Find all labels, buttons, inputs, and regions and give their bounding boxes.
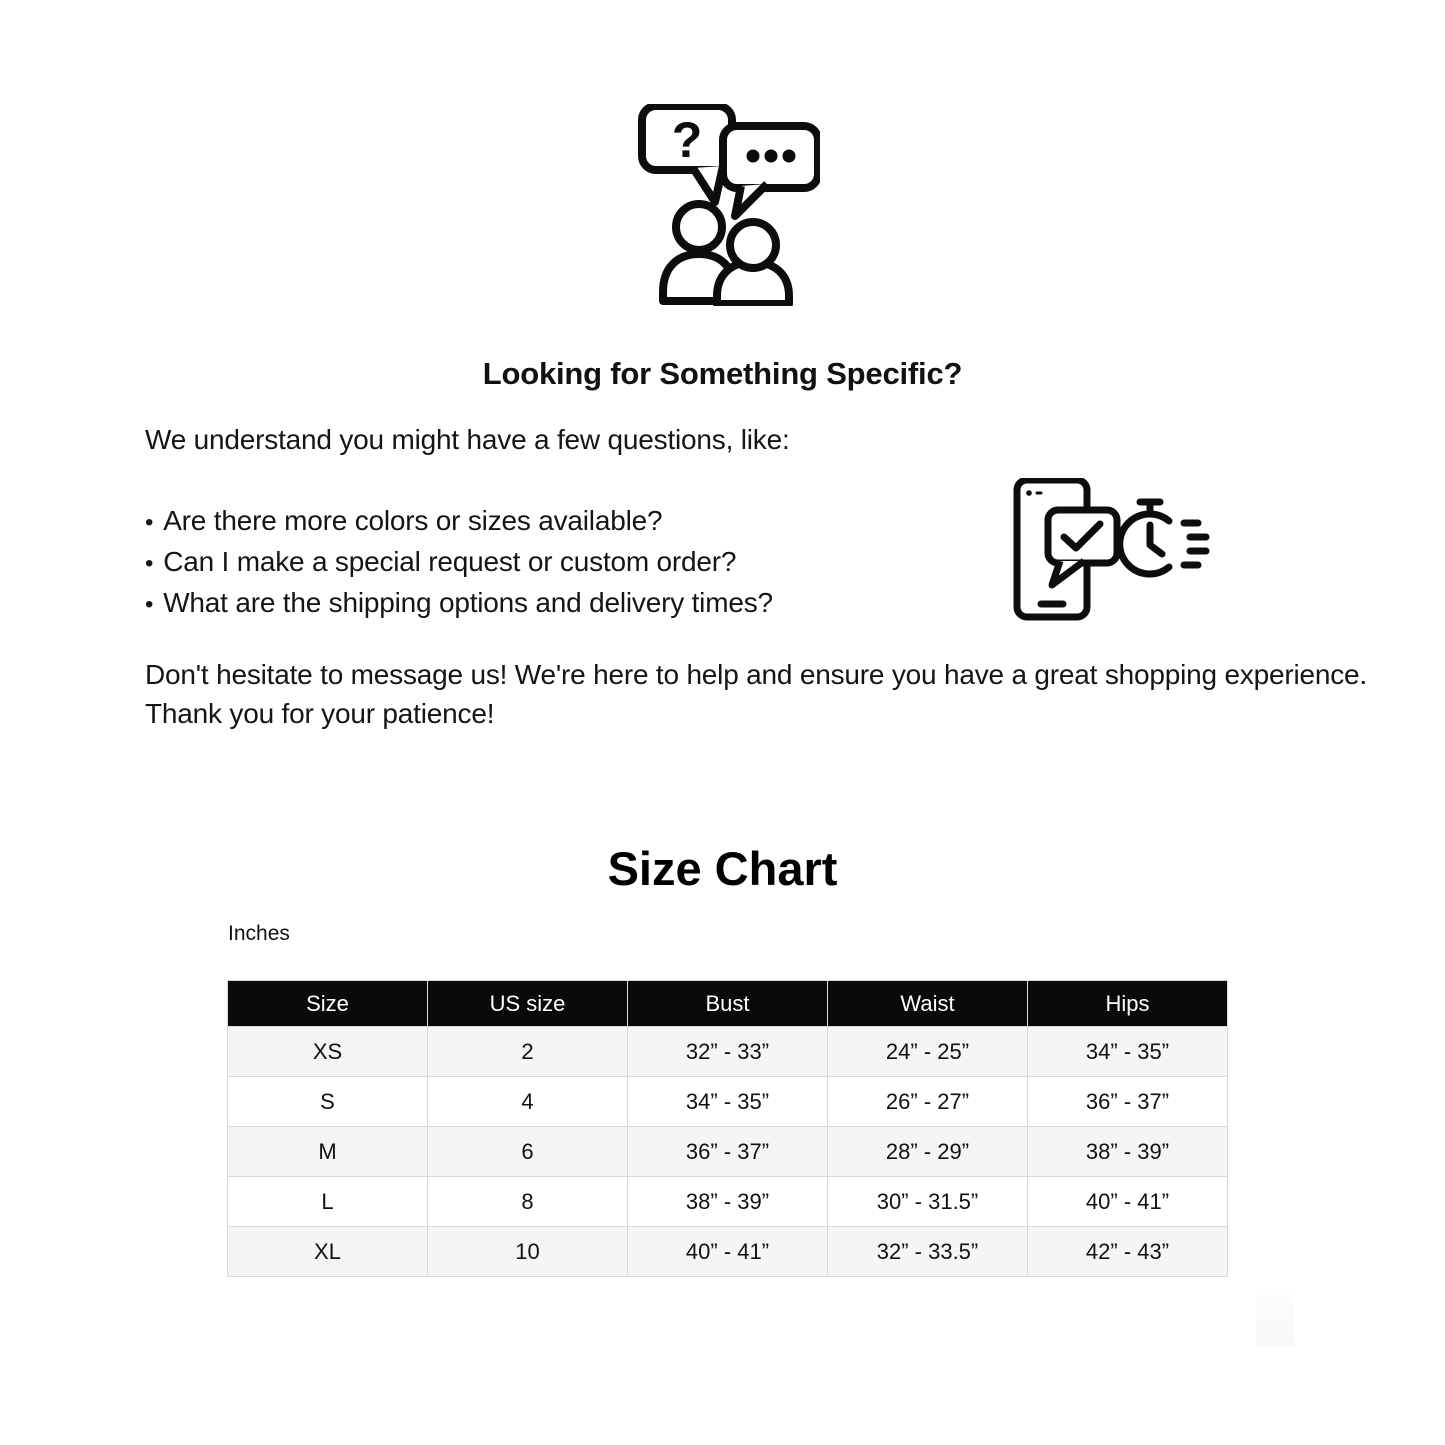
cell: 30” - 31.5” <box>828 1177 1028 1227</box>
cell: 32” - 33.5” <box>828 1227 1028 1277</box>
intro-text: We understand you might have a few questions, like: <box>145 424 790 455</box>
table-row-xl <box>228 1227 1228 1277</box>
column-header-size: Size <box>228 981 428 1027</box>
column-header-us-size: US size <box>428 981 628 1027</box>
table-row-s <box>228 1077 1228 1127</box>
cell: 26” - 27” <box>828 1077 1028 1127</box>
column-header-hips: Hips <box>1028 981 1228 1027</box>
cell: 38” - 39” <box>1028 1127 1228 1177</box>
outro-text: Don't hesitate to message us! We're here to help and ensure you have a great shopping experience. Thank you for your patience! <box>145 659 1368 729</box>
cell: 10 <box>428 1227 628 1277</box>
people-chat-question-reply-icon <box>633 104 820 306</box>
cell: 36” - 37” <box>1028 1077 1228 1127</box>
cell: L <box>228 1177 428 1227</box>
cell: 34” - 35” <box>1028 1027 1228 1077</box>
cell: 34” - 35” <box>628 1077 828 1127</box>
table-header-row <box>228 981 1228 1027</box>
question-text: What are the shipping options and delivery times? <box>163 587 773 618</box>
column-header-bust: Bust <box>628 981 828 1027</box>
cell: 4 <box>428 1077 628 1127</box>
list-item <box>145 501 773 542</box>
table-row-xs <box>228 1027 1228 1077</box>
cell: 40” - 41” <box>1028 1177 1228 1227</box>
cell: XS <box>228 1027 428 1077</box>
bullet-icon: • <box>145 591 154 618</box>
bullet-icon: • <box>145 550 154 577</box>
cell: 42” - 43” <box>1028 1227 1228 1277</box>
cell: 8 <box>428 1177 628 1227</box>
cell: 2 <box>428 1027 628 1077</box>
unit-label: Inches <box>228 922 290 945</box>
svg-text:?: ? <box>671 112 703 168</box>
cell: 28” - 29” <box>828 1127 1028 1177</box>
bullet-icon: • <box>145 509 154 536</box>
size-chart-title: Size Chart <box>607 842 838 895</box>
cell: 6 <box>428 1127 628 1177</box>
list-item <box>145 542 773 583</box>
page-title: Looking for Something Specific? <box>482 356 963 391</box>
cell: 24” - 25” <box>828 1027 1028 1077</box>
size-chart-table <box>227 980 1228 1277</box>
cell: XL <box>228 1227 428 1277</box>
cell: M <box>228 1127 428 1177</box>
cell: S <box>228 1077 428 1127</box>
cell: 32” - 33” <box>628 1027 828 1077</box>
watermark <box>1256 1294 1294 1346</box>
column-header-waist: Waist <box>828 981 1028 1027</box>
question-list <box>145 501 773 624</box>
table-row-m <box>228 1127 1228 1177</box>
cell: 38” - 39” <box>628 1177 828 1227</box>
cell: 40” - 41” <box>628 1227 828 1277</box>
cell: 36” - 37” <box>628 1127 828 1177</box>
list-item <box>145 583 773 624</box>
question-text: Can I make a special request or custom order? <box>163 546 737 577</box>
table-row-l <box>228 1177 1228 1227</box>
phone-message-check-stopwatch-icon <box>1012 478 1217 623</box>
question-text: Are there more colors or sizes available? <box>163 505 663 536</box>
